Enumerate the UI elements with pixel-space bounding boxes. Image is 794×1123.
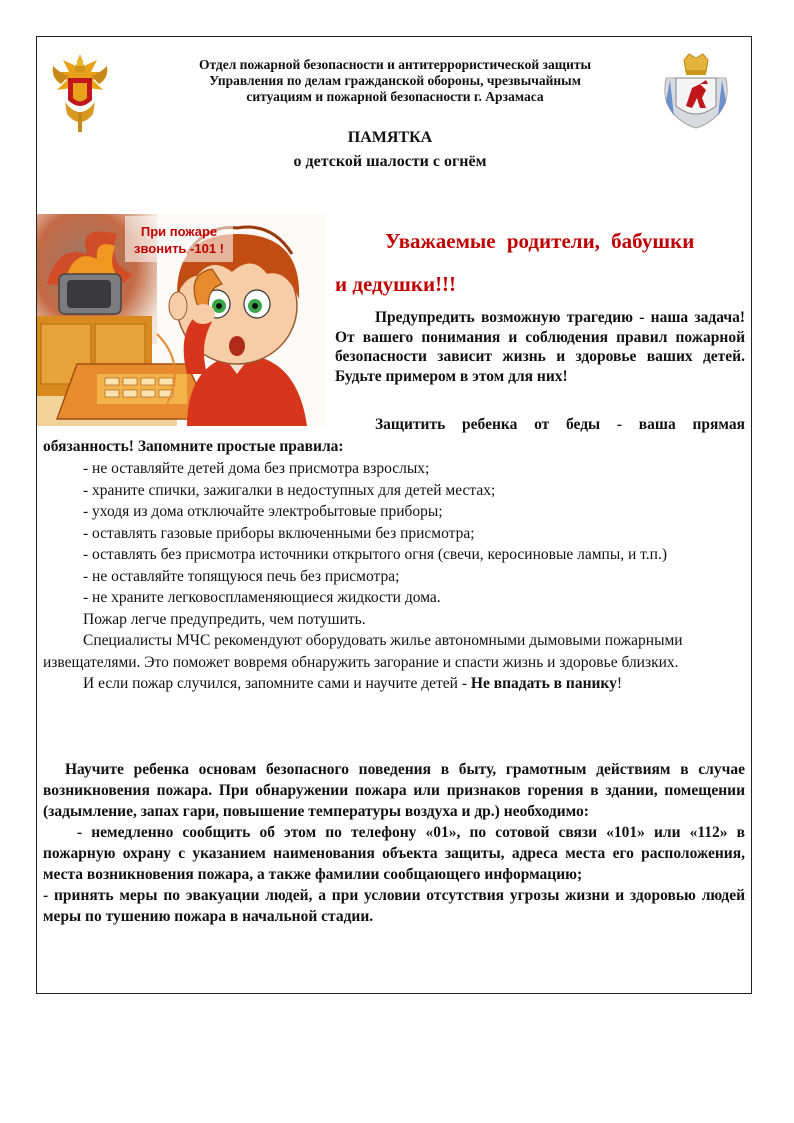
prevention-paragraph: Пожар легче предупредить, чем потушить. bbox=[83, 610, 366, 628]
duty-line-2: обязанность! Запомните простые правила: bbox=[43, 438, 344, 455]
rule-item: - оставлять без присмотра источники открытого огня (свечи, керосиновые лампы, и т.п.) bbox=[83, 546, 667, 563]
panic-paragraph bbox=[43, 673, 748, 695]
panic-suffix: ! bbox=[616, 675, 623, 692]
mchs-recommendation-paragraph: Специалисты МЧС рекомендуют оборудовать жилье автономными дымовыми пожарными извещателями. Это поможет вовремя обнаружить загорание и спасти жизнь и здоровье близких. bbox=[43, 632, 683, 671]
section-item-1: - немедленно сообщить об этом по телефону «01», по сотовой связи «101» или «112» в пожарную охрану с указанием наименования объекта защиты, адреса места его расположения, места возникновения пожара, а также фамилии сообщающего информацию; bbox=[43, 824, 745, 883]
section-intro: Научите ребенка основам безопасного поведения в быту, грамотным действиям в случае возникновения пожара. При обнаружении пожара или признаков горения в здании, помещении (задымление, запах гари, повышение температуры воздуха и др.) необходимо: bbox=[43, 761, 745, 820]
organization-header bbox=[130, 57, 660, 105]
rule-item: - не оставляйте детей дома без присмотра взрослых; bbox=[83, 460, 430, 477]
greeting-line-1: Уважаемые родители, бабушки bbox=[385, 229, 695, 253]
rule-item: - не оставляйте топящуюся печь без присмотра; bbox=[83, 567, 400, 585]
rule-item: - не храните легковоспламеняющиеся жидкости дома. bbox=[83, 589, 441, 606]
rule-item: - оставлять газовые приборы включенными без присмотра; bbox=[83, 524, 475, 542]
illustration-caption-line-1: При пожаре bbox=[140, 224, 218, 239]
panic-prefix: И если пожар случился, запомните сами и научите детей - bbox=[83, 675, 471, 692]
org-line-3: ситуациям и пожарной безопасности г. Арзамаса bbox=[246, 89, 544, 104]
nizhny-novgorod-coat-of-arms-icon bbox=[662, 50, 730, 130]
panic-emphasis: Не впадать в панику bbox=[470, 675, 617, 692]
illustration-caption-line-2: звонить -101 ! bbox=[134, 241, 224, 256]
document-title: ПАМЯТКА bbox=[347, 129, 433, 146]
document-subtitle: о детской шалости с огнём bbox=[293, 153, 487, 170]
boy-calling-fire-illustration bbox=[37, 214, 325, 426]
org-line-2: Управления по делам гражданской обороны, чрезвычайным bbox=[209, 73, 581, 88]
greeting-line-2: и дедушки!!! bbox=[335, 272, 457, 296]
emercom-emblem-icon bbox=[47, 50, 113, 136]
rule-item: - уходя из дома отключайте электробытовые приборы; bbox=[83, 503, 443, 520]
safety-rules-list bbox=[43, 458, 748, 695]
intro-paragraph: Предупредить возможную трагедию - наша задача! От вашего понимания и соблюдения правил пожарной безопасности зависит жизнь и здоровье ваших детей. Будьте примером в этом для них! bbox=[335, 309, 745, 385]
rule-item: - храните спички, зажигалки в недоступных для детей местах; bbox=[83, 481, 496, 499]
section-item-2: - принять меры по эвакуации людей, а при условии отсутствия угрозы жизни и здоровью людей меры по тушению пожара в начальной стадии. bbox=[43, 887, 745, 925]
duty-line-1: Защитить ребенка от беды - ваша прямая bbox=[375, 416, 745, 433]
org-line-1: Отдел пожарной безопасности и антитеррористической защиты bbox=[198, 57, 592, 72]
fire-actions-section bbox=[43, 759, 745, 927]
